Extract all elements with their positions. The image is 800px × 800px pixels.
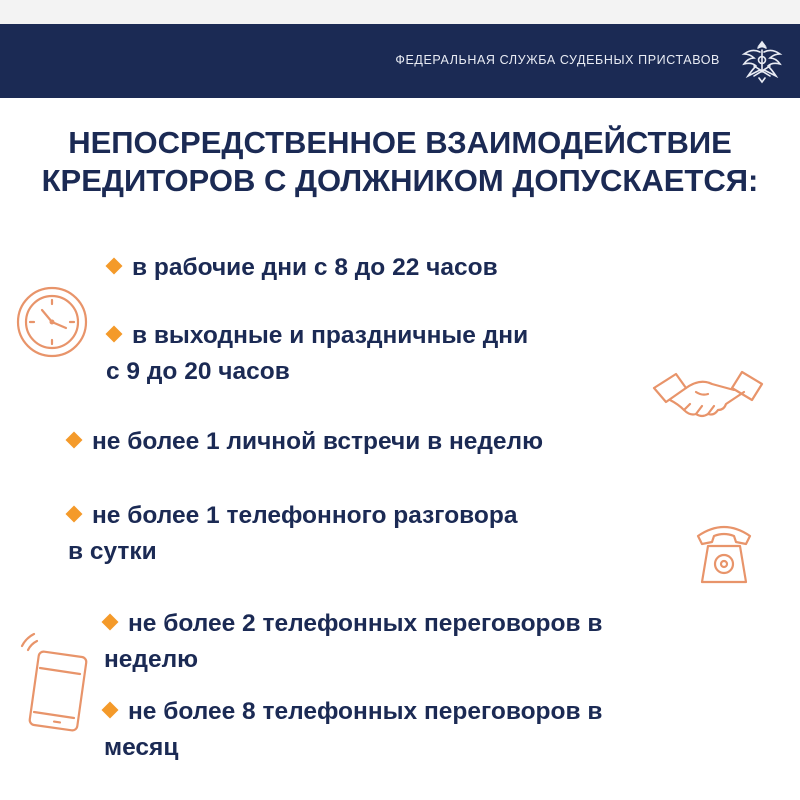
handshake-icon bbox=[650, 362, 766, 432]
page-title bbox=[0, 124, 800, 200]
list-item: в выходные и праздничные дни с 9 до 20 часов bbox=[106, 322, 529, 385]
diamond-bullet-icon bbox=[102, 614, 119, 631]
diamond-bullet-icon bbox=[102, 702, 119, 719]
diamond-bullet-icon bbox=[106, 326, 123, 343]
list-item: не более 1 телефонного разговора в сутки bbox=[68, 498, 517, 570]
list-item: не более 8 телефонных переговоров в месяц bbox=[104, 694, 602, 766]
fssp-emblem-icon bbox=[736, 34, 788, 86]
mobile-phone-icon bbox=[16, 628, 88, 732]
diamond-bullet-icon bbox=[66, 432, 83, 449]
list-item: в рабочие дни с 8 до 22 часов bbox=[108, 250, 498, 286]
title-line-2: КРЕДИТОРОВ С ДОЛЖНИКОМ ДОПУСКАЕТСЯ: bbox=[41, 163, 759, 198]
list-item: не более 2 телефонных переговоров в неделю bbox=[104, 606, 602, 678]
list-item: не более 1 личной встречи в неделю bbox=[68, 424, 543, 460]
diamond-bullet-icon bbox=[106, 258, 123, 275]
rotary-phone-icon bbox=[694, 520, 754, 586]
title-line-1: НЕПОСРЕДСТВЕННОЕ ВЗАИМОДЕЙСТВИЕ bbox=[68, 125, 732, 160]
agency-name: ФЕДЕРАЛЬНАЯ СЛУЖБА СУДЕБНЫХ ПРИСТАВОВ bbox=[395, 53, 720, 67]
clock-icon bbox=[14, 284, 90, 360]
diamond-bullet-icon bbox=[66, 506, 83, 523]
top-band bbox=[0, 0, 800, 24]
